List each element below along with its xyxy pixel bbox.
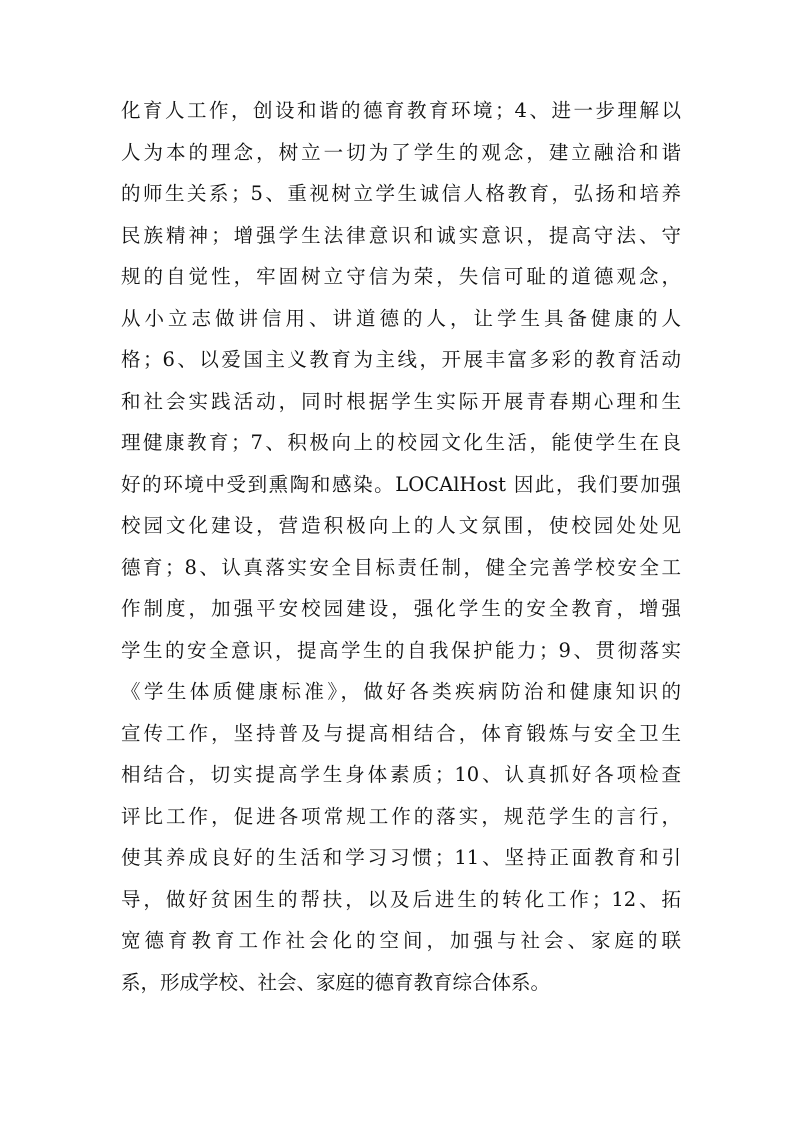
text-line: 格；6、以爱国主义教育为主线，开展丰富多彩的教育活动	[121, 348, 681, 371]
text-line: 校园文化建设，营造积极向上的人文氛围，使校园处处见	[121, 514, 681, 537]
text-line: 和社会实践活动，同时根据学生实际开展青春期心理和生	[121, 389, 681, 413]
text-line: 导，做好贫困生的帮扶，以及后进生的转化工作；12、拓	[121, 887, 681, 911]
text-line: 民族精神；增强学生法律意识和诚实意识，提高守法、守	[121, 223, 681, 247]
text-line: 德育；8、认真落实安全目标责任制，健全完善学校安全工	[121, 555, 681, 579]
text-line: 学生的安全意识，提高学生的自我保护能力；9、贯彻落实	[121, 638, 681, 662]
text-line: 《学生体质健康标准》，做好各类疾病防治和健康知识的	[121, 680, 681, 703]
text-line: 规的自觉性，牢固树立守信为荣，失信可耻的道德观念，	[121, 265, 681, 288]
text-line: 相结合，切实提高学生身体素质；10、认真抓好各项检查	[121, 763, 681, 786]
text-line: 的师生关系；5、重视树立学生诚信人格教育，弘扬和培养	[121, 182, 681, 205]
text-line: 宽德育教育工作社会化的空间，加强与社会、家庭的联	[121, 929, 681, 952]
text-line: 好的环境中受到熏陶和感染。LOCAlHost 因此，我们要加强	[121, 472, 681, 496]
text-line: 人为本的理念，树立一切为了学生的观念，建立融洽和谐	[121, 140, 681, 164]
text-line: 从小立志做讲信用、讲道德的人，让学生具备健康的人	[121, 306, 681, 330]
text-line: 评比工作，促进各项常规工作的落实，规范学生的言行，	[121, 804, 681, 828]
text-line: 系，形成学校、社会、家庭的德育教育综合体系。	[121, 970, 551, 994]
text-line: 宣传工作，坚持普及与提高相结合，体育锻炼与安全卫生	[121, 721, 681, 745]
text-line: 作制度，加强平安校园建设，强化学生的安全教育，增强	[121, 597, 681, 620]
text-line: 化育人工作，创设和谐的德育教育环境；4、进一步理解以	[121, 99, 681, 122]
text-line: 使其养成良好的生活和学习习惯；11、坚持正面教育和引	[121, 846, 681, 869]
text-line: 理健康教育；7、积极向上的校园文化生活，能使学生在良	[121, 431, 681, 454]
body-text	[121, 90, 681, 1003]
